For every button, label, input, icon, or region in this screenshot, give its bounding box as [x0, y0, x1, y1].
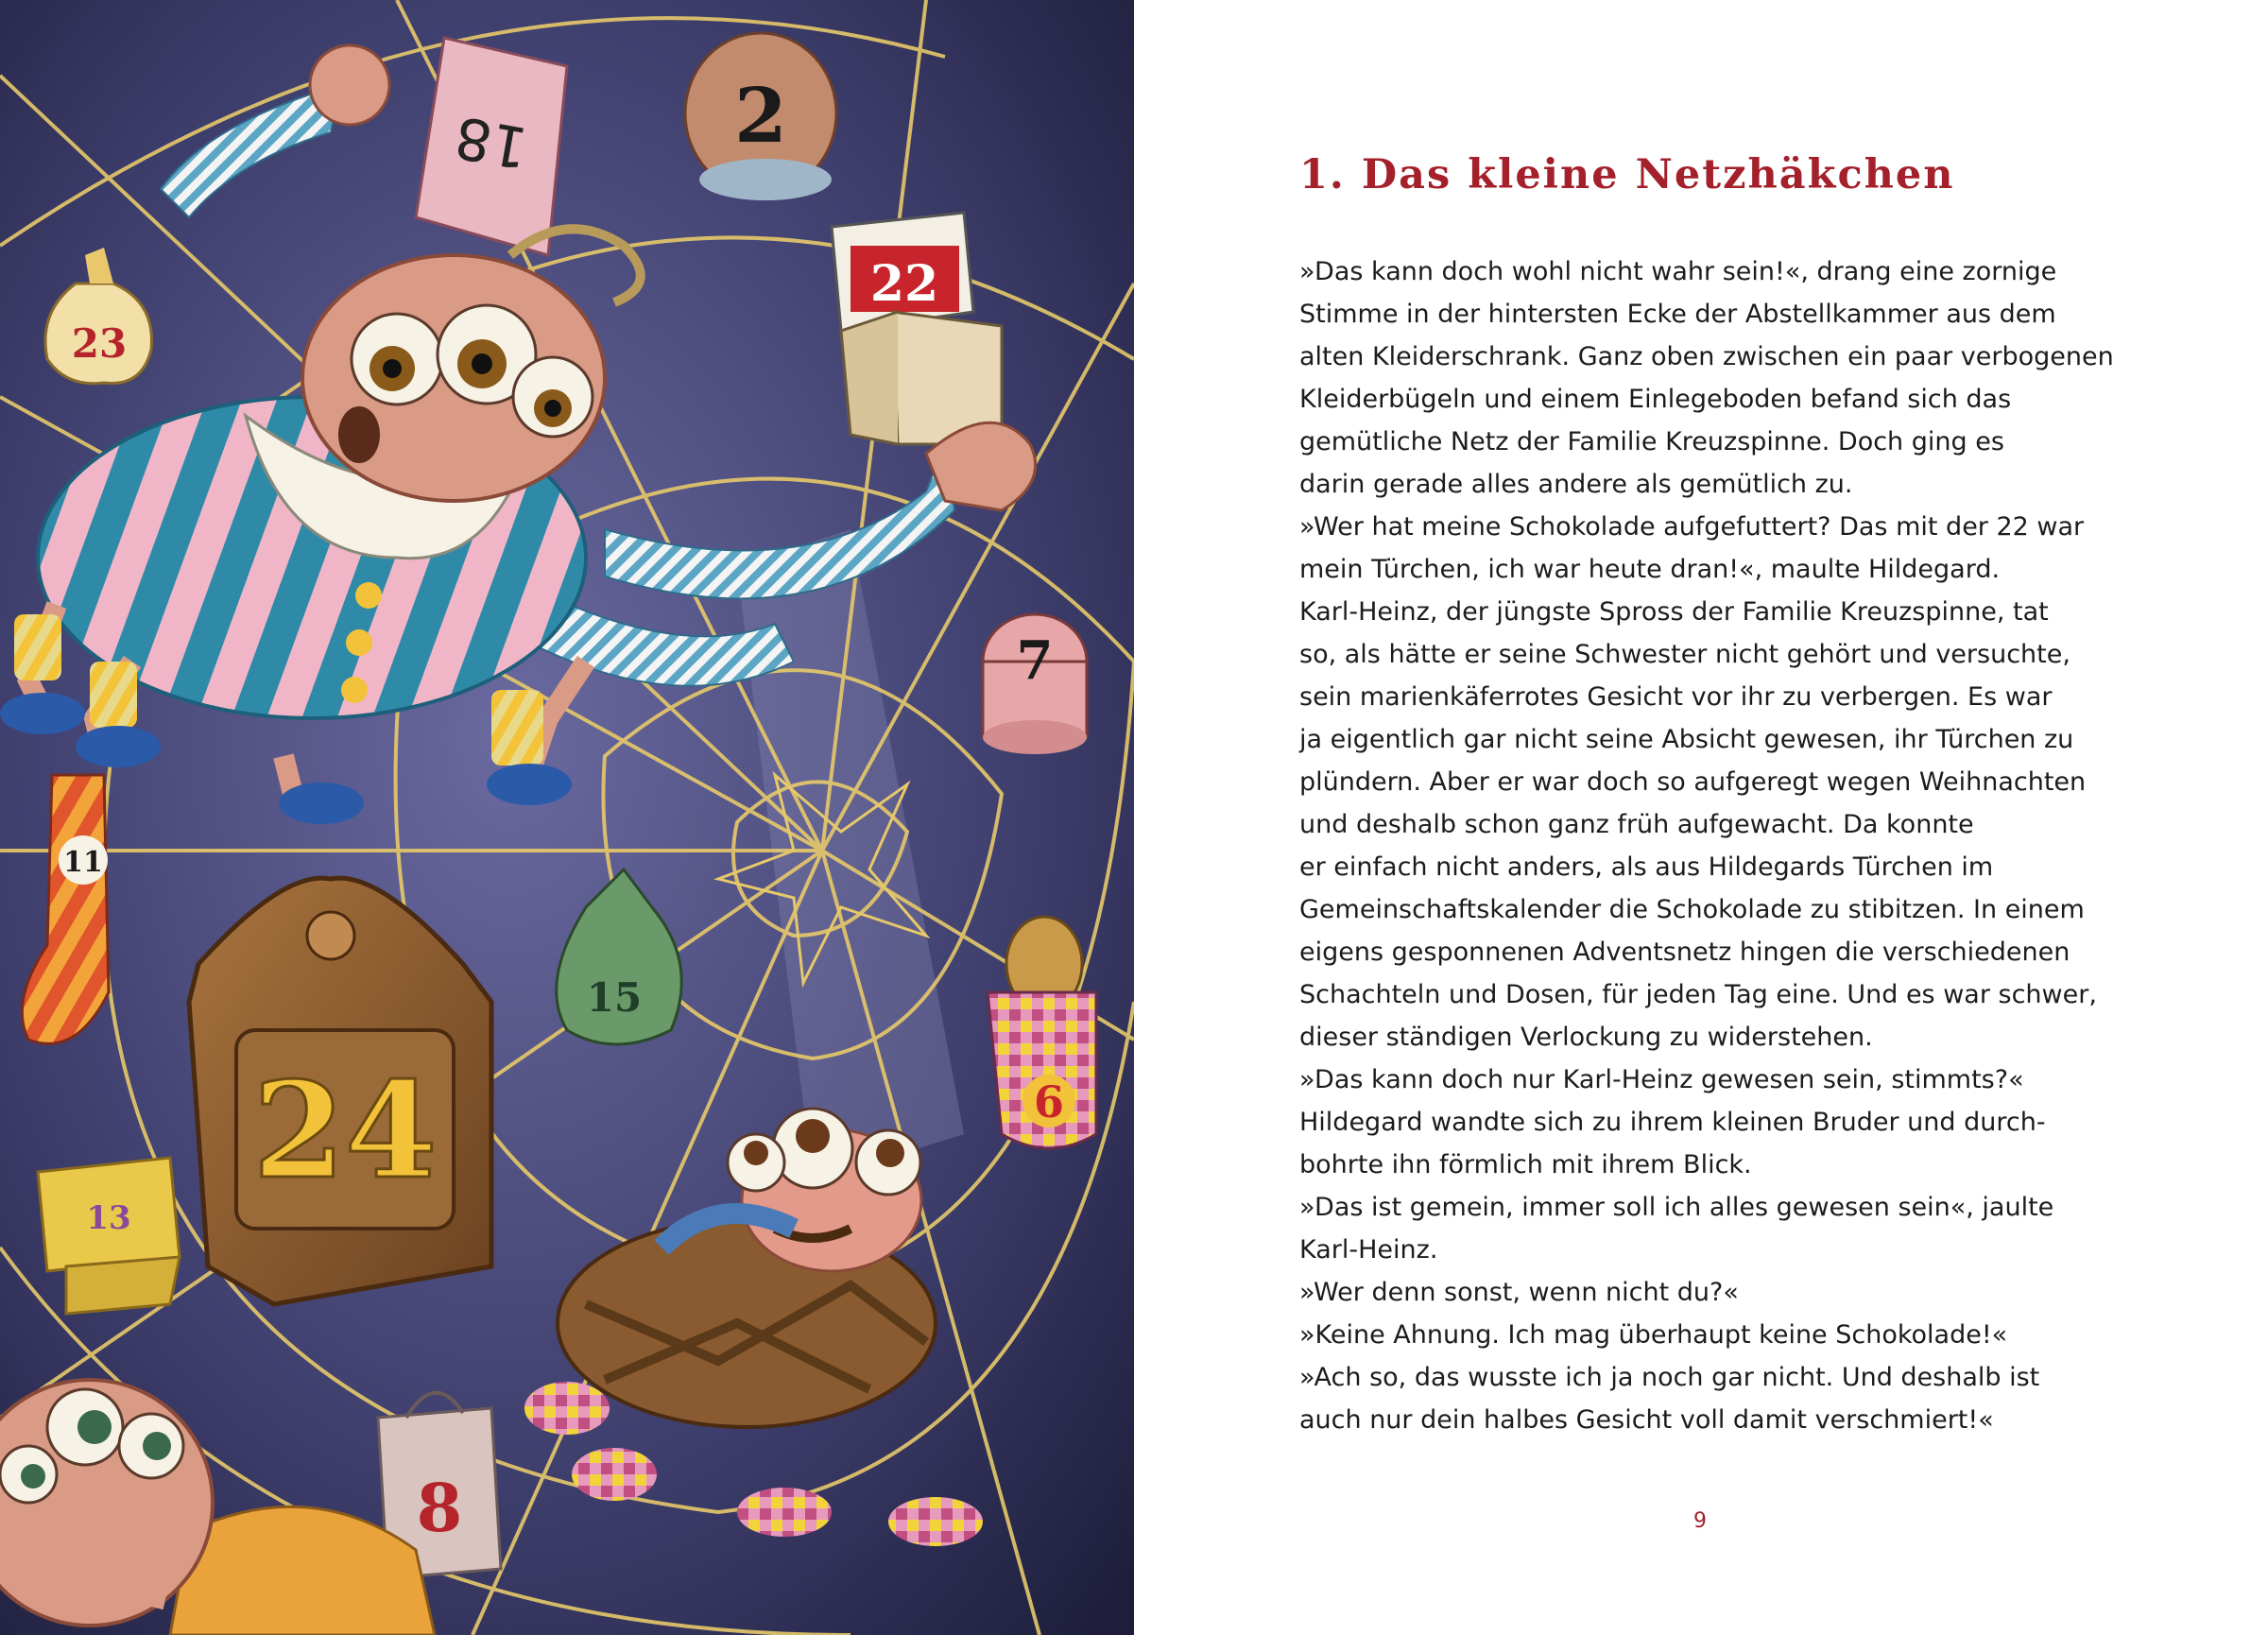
shouting-mouth — [338, 406, 380, 463]
door-2-number: 2 — [734, 71, 787, 160]
story-line: auch nur dein halbes Gesicht voll damit verschmiert!« — [1299, 1405, 1994, 1435]
story-line: Kleiderbügeln und einem Einlegeboden befand sich das — [1299, 385, 2012, 414]
door-23-number: 23 — [71, 320, 128, 367]
door-15-number: 15 — [586, 974, 643, 1021]
story-line: »Keine Ahnung. Ich mag überhaupt keine Schokolade!« — [1299, 1320, 2008, 1350]
story-line: Hildegard wandte sich zu ihrem kleinen Bruder und durch- — [1299, 1108, 2046, 1137]
story-line: er einfach nicht anders, als aus Hildegards Türchen im — [1299, 852, 1994, 882]
story-line: »Ach so, das wusste ich ja noch gar nicht. Und deshalb ist — [1299, 1363, 2040, 1392]
story-line: plündern. Aber er war doch so aufgeregt wegen Weihnachten — [1299, 767, 2087, 797]
story-line: eigens gesponnenen Adventsnetz hingen die verschiedenen — [1299, 938, 2070, 967]
chapter-title: 1. Das kleine Netzhäkchen — [1299, 151, 1955, 198]
story-line: bohrte ihn förmlich mit ihrem Blick. — [1299, 1150, 1752, 1179]
story-line: sein marienkäferrotes Gesicht vor ihr zu verbergen. Es war — [1299, 682, 2053, 712]
story-line: Schachteln und Dosen, für jeden Tag eine. Und es war schwer, — [1299, 980, 2097, 1009]
story-line: Karl-Heinz. — [1299, 1235, 1438, 1265]
story-line: »Wer hat meine Schokolade aufgefuttert? Das mit der 22 war — [1299, 512, 2085, 542]
door-8-number: 8 — [416, 1469, 463, 1547]
story-line: »Das kann doch wohl nicht wahr sein!«, drang eine zornige — [1299, 257, 2057, 286]
story-line: Stimme in der hintersten Ecke der Abstellkammer aus dem — [1299, 300, 2056, 329]
story-line: ja eigentlich gar nicht seine Absicht gewesen, ihr Türchen zu — [1299, 725, 2074, 754]
door-18-number: 18 — [450, 102, 533, 181]
door-7-number: 7 — [1016, 629, 1054, 692]
calendar-door-7 — [983, 614, 1087, 754]
story-line: »Das kann doch nur Karl-Heinz gewesen sein, stimmts?« — [1299, 1065, 2024, 1094]
story-line: alten Kleiderschrank. Ganz oben zwischen ein paar verbogenen — [1299, 342, 2114, 371]
story-line: und deshalb schon ganz früh aufgewacht. Da konnte — [1299, 810, 1974, 839]
door-24-number: 24 — [252, 1054, 438, 1209]
story-line: gemütliche Netz der Familie Kreuzspinne. Doch ging es — [1299, 427, 2004, 456]
story-line: so, als hätte er seine Schwester nicht gehört und versuchte, — [1299, 640, 2070, 669]
door-6-number: 6 — [1033, 1076, 1065, 1127]
story-line: Gemeinschaftskalender die Schokolade zu stibitzen. In einem — [1299, 895, 2085, 924]
story-line: darin gerade alles andere als gemütlich zu. — [1299, 470, 1853, 499]
door-11-number: 11 — [63, 846, 103, 879]
raised-fist — [310, 45, 389, 125]
calendar-door-2 — [685, 33, 836, 200]
calendar-door-18 — [416, 38, 567, 255]
story-line: mein Türchen, ich war heute dran!«, maulte Hildegard. — [1299, 555, 2001, 584]
door-13-number: 13 — [86, 1199, 131, 1237]
story-text — [1299, 250, 2225, 1441]
story-line: »Wer denn sonst, wenn nicht du?« — [1299, 1278, 1739, 1307]
text-page — [1134, 0, 2268, 1635]
door-22-number: 22 — [869, 255, 939, 313]
page-number: 9 — [1693, 1509, 1707, 1533]
story-line: Karl-Heinz, der jüngste Spross der Familie Kreuzspinne, tat — [1299, 597, 2049, 627]
story-line: dieser ständigen Verlockung zu widerstehen. — [1299, 1023, 1873, 1052]
story-line: »Das ist gemein, immer soll ich alles gewesen sein«, jaulte — [1299, 1193, 2054, 1222]
